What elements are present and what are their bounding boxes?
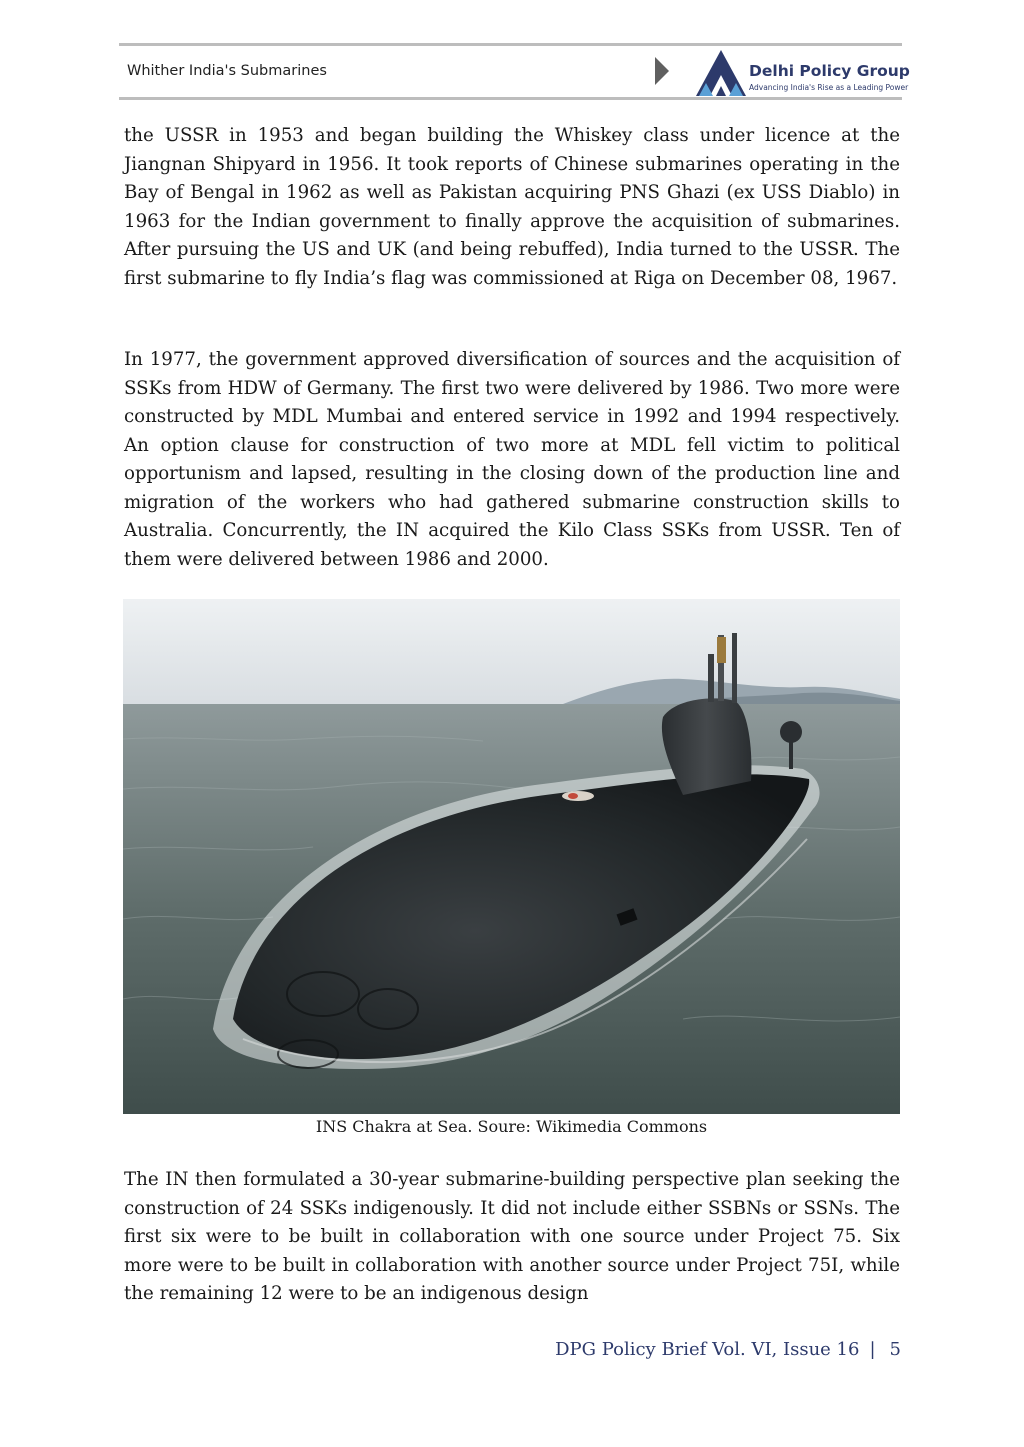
publication-title: DPG Policy Brief Vol. VI, Issue 16 bbox=[555, 1339, 860, 1360]
dpg-logo bbox=[696, 49, 910, 97]
footer-separator: | bbox=[869, 1339, 876, 1360]
dpg-logo-mark-icon bbox=[696, 49, 746, 97]
body-paragraph: In 1977, the government approved diversification of sources and the acquisition of SSKs from HDW of Germany. The first two were delivered by 1986. Two more were constructed by MDL Mumbai and entered service in 1992 and 1994 respectively. An option clause for construction of two more at MDL fell victim to political opportunism and lapsed, resulting in the closing down of the production line and migration of the workers who had gathered submarine construction skills to Australia. Concurrently, the IN acquired the Kilo Class SSKs from USSR. Ten of them were delivered between 1986 and 2000. bbox=[124, 349, 900, 570]
page-number: 5 bbox=[889, 1339, 901, 1360]
play-arrow-icon bbox=[655, 57, 669, 85]
body-paragraph: the USSR in 1953 and began building the Whiskey class under licence at the Jiangnan Shipyard in 1956. It took reports of Chinese submarines operating in the Bay of Bengal in 1962 as well as Pakistan acquiring PNS Ghazi (ex USS Diablo) in 1963 for the Indian government to finally approve the acquisition of submarines. After pursuing the US and UK (and being rebuffed), India turned to the USSR. The first submarine to fly India’s flag was commissioned at Riga on December 08, 1967. bbox=[124, 125, 900, 289]
logo-tagline: Advancing India's Rise as a Leading Power bbox=[749, 83, 909, 92]
body-paragraph: The IN then formulated a 30-year submarine-building perspective plan seeking the construction of 24 SSKs indigenously. It did not include either SSBNs or SSNs. The first six were to be built in collaboration with one source under Project 75. Six more were to be built in collaboration with another source under Project 75I, while the remaining 12 were to be an indigenous design bbox=[124, 1169, 900, 1304]
header-rule-top bbox=[119, 43, 902, 46]
header-rule-bottom bbox=[119, 97, 902, 100]
logo-name: Delhi Policy Group bbox=[749, 62, 910, 80]
submarine-photo bbox=[123, 599, 900, 1114]
running-title: Whither India's Submarines bbox=[127, 63, 327, 79]
figure-caption: INS Chakra at Sea. Soure: Wikimedia Commons bbox=[315, 1117, 708, 1136]
page-footer bbox=[555, 1339, 901, 1360]
